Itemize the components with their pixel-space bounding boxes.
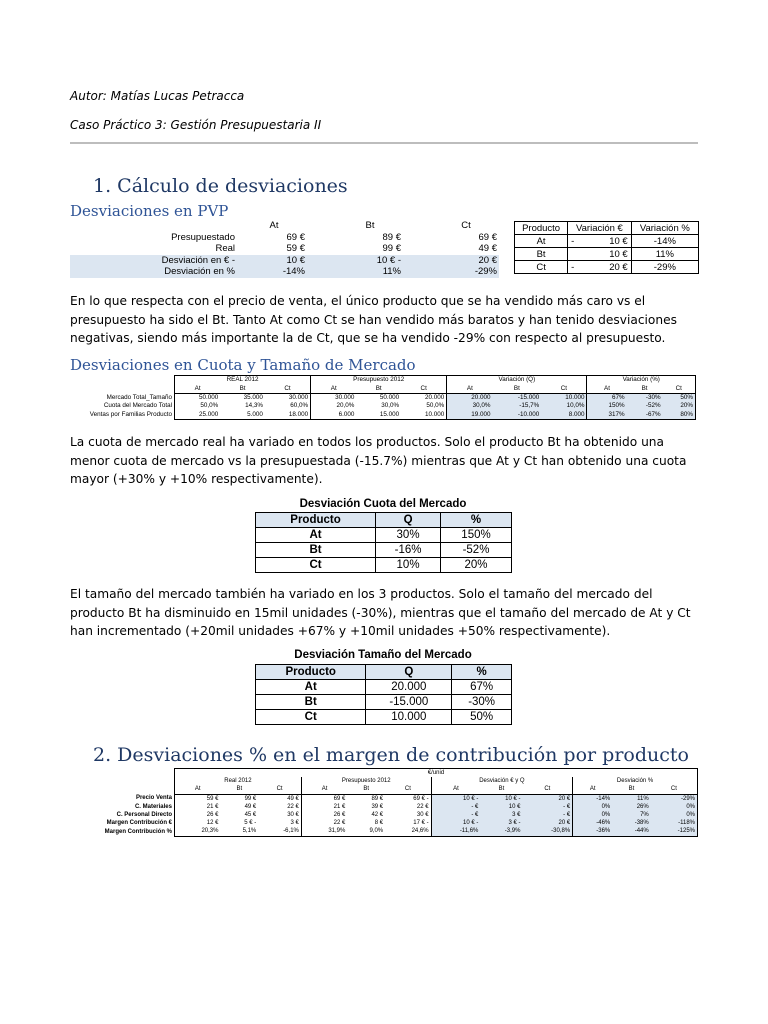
cell: 24,6% [385,827,431,836]
row-label: Desviación en % [70,266,241,278]
cell: -46% [573,819,613,827]
cell: 10.000 [541,393,587,402]
cell: 11% [631,248,698,261]
cell: 5 € - [244,820,257,827]
col-header: Ct [284,384,291,392]
row-label: Desviación en € - [70,255,241,267]
table-row [256,558,512,573]
cell: -15.000 [366,695,452,710]
cell: 14,3% [245,402,263,410]
cell: 26 € [301,811,347,819]
table-row [70,243,499,255]
table-row [515,248,699,261]
cell: 0% [651,803,698,811]
cell: -15,7% [492,402,541,410]
cell: 317% [587,411,627,420]
cell: 10% [376,558,441,573]
cell: 26 € [175,811,221,819]
cell: -125% [651,827,698,836]
col-header: Ct [663,384,696,393]
row-label: Precio Venta [135,795,172,802]
cell: 20.000 [447,393,493,402]
pvp-table [70,220,499,278]
cell: 10 € [585,235,631,248]
cell: 45 € [244,812,257,819]
row-label: C. Materiales [134,803,172,810]
cell: 5,1% [220,827,258,836]
column-header: Variación € [568,222,632,235]
cell: 10 € [480,803,522,811]
group-header: Real 2012 [175,777,302,785]
cell: -3,9% [480,827,522,836]
cell: 21 € [301,803,347,811]
cell [568,248,586,261]
cell: 150% [587,402,627,410]
cell: 20.000 [401,393,447,402]
cell: 10 € - [337,255,403,267]
cell: -15.000 [492,393,541,402]
pvp-col-header: Ct [461,220,471,232]
pvp-col-header: At [269,220,279,232]
cell: 80% [663,411,696,420]
col-header: Ct [420,384,427,392]
cell: 6.000 [311,411,357,420]
cell: Ct [256,558,376,573]
cell: -52% [441,543,512,558]
col-header: Ct [560,384,567,392]
group-header: Presupuesto 2012 [311,376,447,385]
cell: 26% [612,803,650,811]
cell: 5.000 [220,411,265,420]
cell: - € [431,811,480,819]
cell: 3 € - [480,819,522,827]
cell: 22 € [416,803,429,810]
table-row [70,411,696,420]
table-row [70,794,698,803]
header-divider [70,142,698,144]
cell: - [568,235,586,248]
section-2-title: 2. Desviaciones % en el margen de contribución por producto [93,744,689,766]
cell: 50.000 [175,393,221,402]
cell: 18.000 [265,411,311,420]
cell: 20.000 [366,680,452,695]
row-label: Ventas por Familias Producto [89,411,172,418]
cell: 30.000 [265,393,311,402]
table-row [256,695,512,710]
col-header: At [301,785,347,794]
cell: -29% [651,794,698,803]
cell: 30% [376,528,441,543]
table-row [70,811,698,819]
col-header: Ct [544,786,551,793]
cell: 59 € [175,794,221,803]
cell: 17 € - [413,820,429,827]
cell: 69 € [478,231,497,243]
table-row [70,266,499,278]
paragraph-cuota: La cuota de mercado real ha variado en todos los productos. Solo el producto Bt ha obtenido una menor cuota de mercado vs la presupuestada (-15.7%) mientras que At y Ct han obtenido una cuota mayor (+30% y +10% respectivamente). [70,435,687,486]
pvp-col-header: Bt [365,220,375,232]
cell: 10 € [585,248,631,261]
cell: -16% [376,543,441,558]
cuota-table [255,512,512,573]
cell: 20% [441,558,512,573]
cell: 49 € [244,803,257,810]
cell: Bt [256,695,366,710]
cell: 39 € [371,803,384,810]
cell: 50% [452,710,512,725]
cell: 10,0% [541,402,587,410]
group-header: Desviación % [573,777,698,785]
column-header: Producto [515,222,568,235]
cell: 50,0% [175,402,221,410]
col-header: At [587,384,627,393]
paragraph-tamano: El tamaño del mercado también ha variado en los 3 productos. Solo el tamaño del mercado del producto Bt ha disminuido en 15mil unidades (-30%), mientras que el tamaño del mercado de At y Ct han incrementado (+20mil unidades +67% y +10mil unidades +50% respectivamente). [70,587,691,638]
row-label: Margen Contribución % [104,828,172,835]
table-row [515,235,699,248]
cell: 20,3% [175,827,221,836]
cell: Ct [515,261,568,274]
column-header: % [441,513,512,528]
cell: 59 € [286,243,305,255]
cell: At [256,528,376,543]
cell: 50.000 [356,393,401,402]
cell: 30.000 [311,393,357,402]
cell: 10 € - [431,794,480,803]
cell: 50% [663,393,696,402]
col-header: Bt [239,384,246,392]
group-header: Variación (Q) [447,376,587,385]
cell: 89 € [347,794,385,803]
group-header: REAL 2012 [175,376,311,385]
cell: 49 € [478,243,497,255]
group-header: Desviación € y Q [431,777,573,785]
col-header: At [431,785,480,794]
cell: - [568,261,586,274]
cell: 20 € [522,794,572,803]
cell: 19.000 [447,411,493,420]
cell: 30,0% [381,402,400,410]
cell: -6,1% [258,827,301,836]
col-header: Bt [628,786,635,793]
row-label: C. Personal Directo [116,812,172,819]
cell: -14% [241,266,307,278]
cell: -30,8% [522,827,572,836]
col-header: Bt [236,786,243,793]
cell: 21 € [175,803,221,811]
cell: Bt [515,248,568,261]
case-title: Caso Práctico 3: Gestión Presupuestaria II [70,118,322,132]
cell: At [515,235,568,248]
column-header: Producto [256,665,366,680]
row-label: Cuota del Mercado Total [103,402,172,410]
cell: 69 € [301,794,347,803]
cell: 22 € [287,803,299,810]
cell: 0% [573,811,613,819]
table-row [515,261,699,274]
cell: 10 € - [480,794,522,803]
column-header: Producto [256,513,376,528]
cell: 8.000 [541,411,587,420]
tamano-table [255,664,512,725]
cell: 150% [441,528,512,543]
cell: 30,0% [447,402,493,410]
cell: - € [522,803,572,811]
col-header: Bt [375,384,382,392]
column-header: Q [366,665,452,680]
col-header: Bt [498,786,505,793]
tamano-table-caption: Desviación Tamaño del Mercado [294,649,472,661]
table-row [70,232,499,244]
cell: 20,0% [311,402,357,410]
table-row [256,680,512,695]
subsection-pvp-title: Desviaciones en PVP [70,202,229,220]
cell: 99 € [220,794,258,803]
cell: 30 € [416,812,429,819]
cell: -29% [631,261,698,274]
row-label: Presupuestado [171,231,235,243]
cell: 15.000 [356,411,401,420]
cell: 12 € [175,819,221,827]
row-label: Real [215,243,235,255]
cell: 0% [651,811,698,819]
table-row [70,803,698,811]
cell: -30% [627,393,663,402]
margin-table [70,768,698,837]
row-label: Mercado Total_Tamaño [106,393,172,401]
cell: -29% [433,266,499,278]
cell: Bt [256,543,376,558]
cell: -36% [573,827,613,836]
section-1-title: 1. Cálculo de desviaciones [93,175,348,197]
col-header: Ct [276,786,283,793]
cell: -14% [573,794,613,803]
column-header: Q [376,513,441,528]
cell: -30% [452,695,512,710]
cell: 3 € [480,811,522,819]
table-row [70,255,499,267]
row-label: Margen Contribución € [106,820,172,827]
cell: 69 € [286,231,305,243]
col-header: At [175,384,221,393]
cell: 60,0% [290,402,309,410]
col-header: Ct [651,785,698,794]
group-header: Presupuesto 2012 [301,777,431,785]
cell: 20 € [585,261,631,274]
cell: 31,9% [301,827,347,836]
table-row [70,393,696,402]
paragraph-pvp: En lo que respecta con el precio de venta, el único producto que se ha vendido más caro vs el presupuesto ha sido el Bt. Tanto At como Ct se han vendido más baratos y han tenido desviaciones negativas, siendo más importante la de Ct, que se ha vendido -29% con respecto al presupuesto. [70,294,677,345]
col-header: Bt [513,384,520,392]
cell: 10 € [241,255,307,267]
cell: 69 € - [385,794,431,803]
col-header: At [175,785,221,794]
cell: 20% [663,402,696,410]
cell: 25.000 [175,411,221,420]
cell: - € [522,811,572,819]
cell: 11% [337,266,403,278]
cell: Ct [256,710,366,725]
column-header: Variación % [631,222,698,235]
cell: 8 € [374,820,384,827]
cell: 9,0% [347,827,385,836]
cell: At [256,680,366,695]
subsection-cuota-title: Desviaciones en Cuota y Tamaño de Mercado [70,356,416,374]
cell: -44% [612,827,650,836]
cell: 50,0% [426,402,445,410]
table-row [70,819,698,827]
group-header: Variación (%) [587,376,696,385]
cell: 49 € [258,794,301,803]
cell: 11% [612,794,650,803]
cuota-table-caption: Desviación Cuota del Mercado [299,498,467,510]
cell: 3 € [290,820,299,827]
cell: 10 € - [431,819,480,827]
col-header: At [573,785,613,794]
table-row [256,710,512,725]
column-header: % [452,665,512,680]
cell: 67% [587,393,627,402]
table-row [70,402,696,410]
cell: -14% [631,235,698,248]
cell: 20 € [522,819,572,827]
cell: -11,6% [431,827,480,836]
col-header: Bt [363,786,370,793]
table-row [256,528,512,543]
cell: -52% [627,402,663,410]
margin-table-body [70,794,698,836]
col-header: Bt [641,384,648,392]
author-line: Autor: Matías Lucas Petracca [70,89,245,103]
cell: 10.000 [401,411,447,420]
cell: 42 € [371,812,384,819]
cell: 67% [452,680,512,695]
cell: -118% [651,819,698,827]
cell: 10.000 [366,710,452,725]
table-row [70,827,698,836]
col-header: Ct [404,786,411,793]
cell: 89 € [382,231,401,243]
col-header: At [311,384,357,393]
cell: 20 € [433,255,499,267]
cell: -67% [627,411,663,420]
col-header: At [447,384,493,393]
cell: 35.000 [220,393,265,402]
cell: 30 € [287,812,299,819]
table-row [256,543,512,558]
variation-table [514,221,699,274]
market-table [70,375,696,420]
cell: 0% [573,803,613,811]
cell: -10.000 [492,411,541,420]
cell: 99 € [382,243,401,255]
unit-header: €/unid [175,769,698,778]
cell: 22 € [301,819,347,827]
cell: - € [431,803,480,811]
cell: 7% [612,811,650,819]
cell: -38% [612,819,650,827]
